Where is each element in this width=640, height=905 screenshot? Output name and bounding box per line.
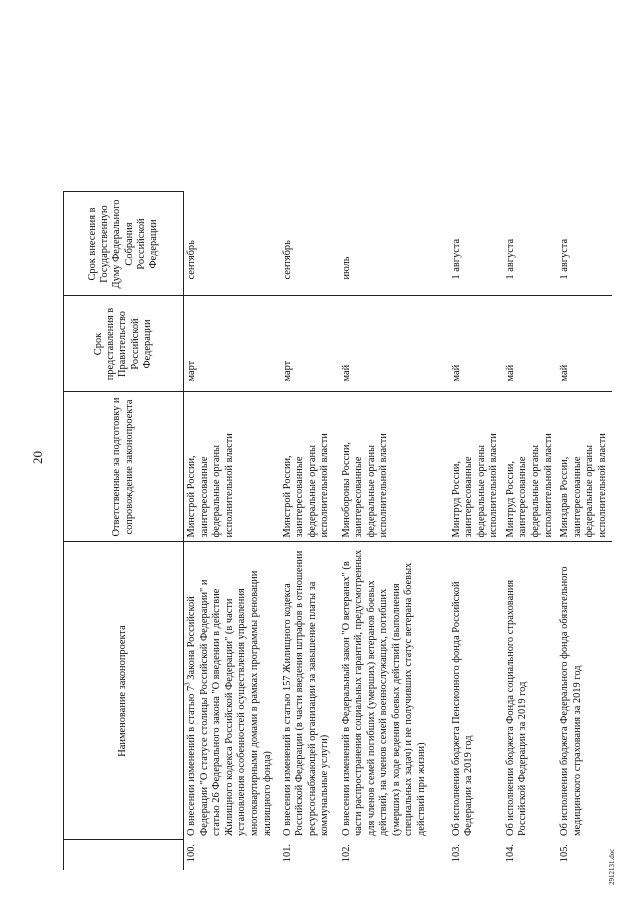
table-row [557, 40, 611, 870]
row-number: 105. [559, 844, 571, 863]
row-number: 102. [340, 844, 352, 863]
row-number: 104. [504, 844, 516, 863]
row-number: 100. [186, 844, 197, 863]
duma-deadline: сентябрь [186, 240, 197, 280]
header-duma-deadline: Срок внесения в Государственную Думу Федерального Собрания Российской Федерации [64, 192, 184, 296]
row-spacer [557, 40, 611, 192]
rotated-content [30, 30, 620, 885]
gov-deadline: май [557, 296, 611, 392]
row-number: 103. [450, 844, 462, 863]
table-row [184, 40, 280, 870]
table-header-row [64, 40, 184, 870]
header-responsible: Ответственные за подготовку и сопровождение законопроекта [64, 392, 184, 542]
row-spacer [449, 40, 503, 192]
table-row [280, 40, 339, 870]
table-row [503, 40, 557, 870]
document-filename: 2912131.doc [608, 848, 616, 885]
responsible-agencies: Минстрой России, заинтересованные федеральные органы исполнительной власти [184, 392, 280, 542]
duma-deadline: июль [340, 256, 352, 280]
responsible-agencies: Минздрав России, заинтересованные федеральные органы исполнительной власти [557, 392, 611, 542]
bill-name: Об исполнении бюджета Пенсионного фонда Российской Федерации за 2019 год [449, 542, 503, 840]
header-name: Наименование законопроекта [64, 542, 184, 840]
header-number-cell [64, 840, 184, 870]
bill-name [184, 542, 280, 840]
page-number: 20 [30, 451, 45, 464]
bill-name-part: Закона Российской Федерации "О статусе столицы Российской Федерации" и статью 26 Федерального закона "О введении в действие Жилищного кодекса Российской Федерации" (в части установления особенностей осуществления управления многоквартирными домами в рамках программы реновации жилищного фонда) [186, 570, 273, 836]
bill-name-part: О внесении изменений в статью 7 [186, 685, 197, 836]
bill-name: Об исполнении бюджета Федерального фонда обязательного медицинского страхования за 2019 год [557, 542, 611, 840]
table-row [339, 40, 449, 870]
gov-deadline: март [280, 296, 339, 392]
table-row [449, 40, 503, 870]
legislation-plan-table [63, 40, 612, 870]
bill-name: Об исполнении бюджета Фонда социального страхования Российской Федерации за 2019 год [503, 542, 557, 840]
responsible-agencies: Минобороны России, заинтересованные федеральные органы исполнительной власти [339, 392, 449, 542]
superscript: 3 [183, 682, 192, 686]
row-number: 101. [281, 844, 293, 863]
responsible-agencies: Минтруд России, заинтересованные федеральные органы исполнительной власти [503, 392, 557, 542]
responsible-agencies: Минтруд России, заинтересованные федеральные органы исполнительной власти [449, 392, 503, 542]
responsible-agencies: Минстрой России, заинтересованные федеральные органы исполнительной власти [280, 392, 339, 542]
duma-deadline: 1 августа [504, 238, 516, 280]
row-spacer [339, 40, 449, 192]
row-spacer [280, 40, 339, 192]
header-spacer [64, 40, 184, 192]
gov-deadline: май [339, 296, 449, 392]
gov-deadline: март [184, 296, 280, 392]
bill-name: О внесении изменений в статью 157 Жилищного кодекса Российской Федерации (в части введения штрафов в отношении ресурсоснабжающей организации за завышение платы за коммунальные услуги) [280, 542, 339, 840]
duma-deadline: 1 августа [559, 238, 571, 280]
header-gov-deadline: Срок представления в Правительство Российской Федерации [64, 296, 184, 392]
bill-name: О внесении изменений в Федеральный закон "О ветеранах" (в части распространения социальных гарантий, предусмотренных для членов семей погибших (умерших) ветеранов боевых действий, на членов семей военнослужащих, погибших (умерших) в ходе ведения боевых действий (выполнения специальных задач) и не получивших статус ветерана боевых действий при жизни) [339, 542, 449, 840]
gov-deadline: май [449, 296, 503, 392]
gov-deadline: май [503, 296, 557, 392]
row-spacer [503, 40, 557, 192]
row-spacer [184, 40, 280, 192]
duma-deadline: 1 августа [450, 238, 462, 280]
duma-deadline: сентябрь [281, 240, 293, 280]
